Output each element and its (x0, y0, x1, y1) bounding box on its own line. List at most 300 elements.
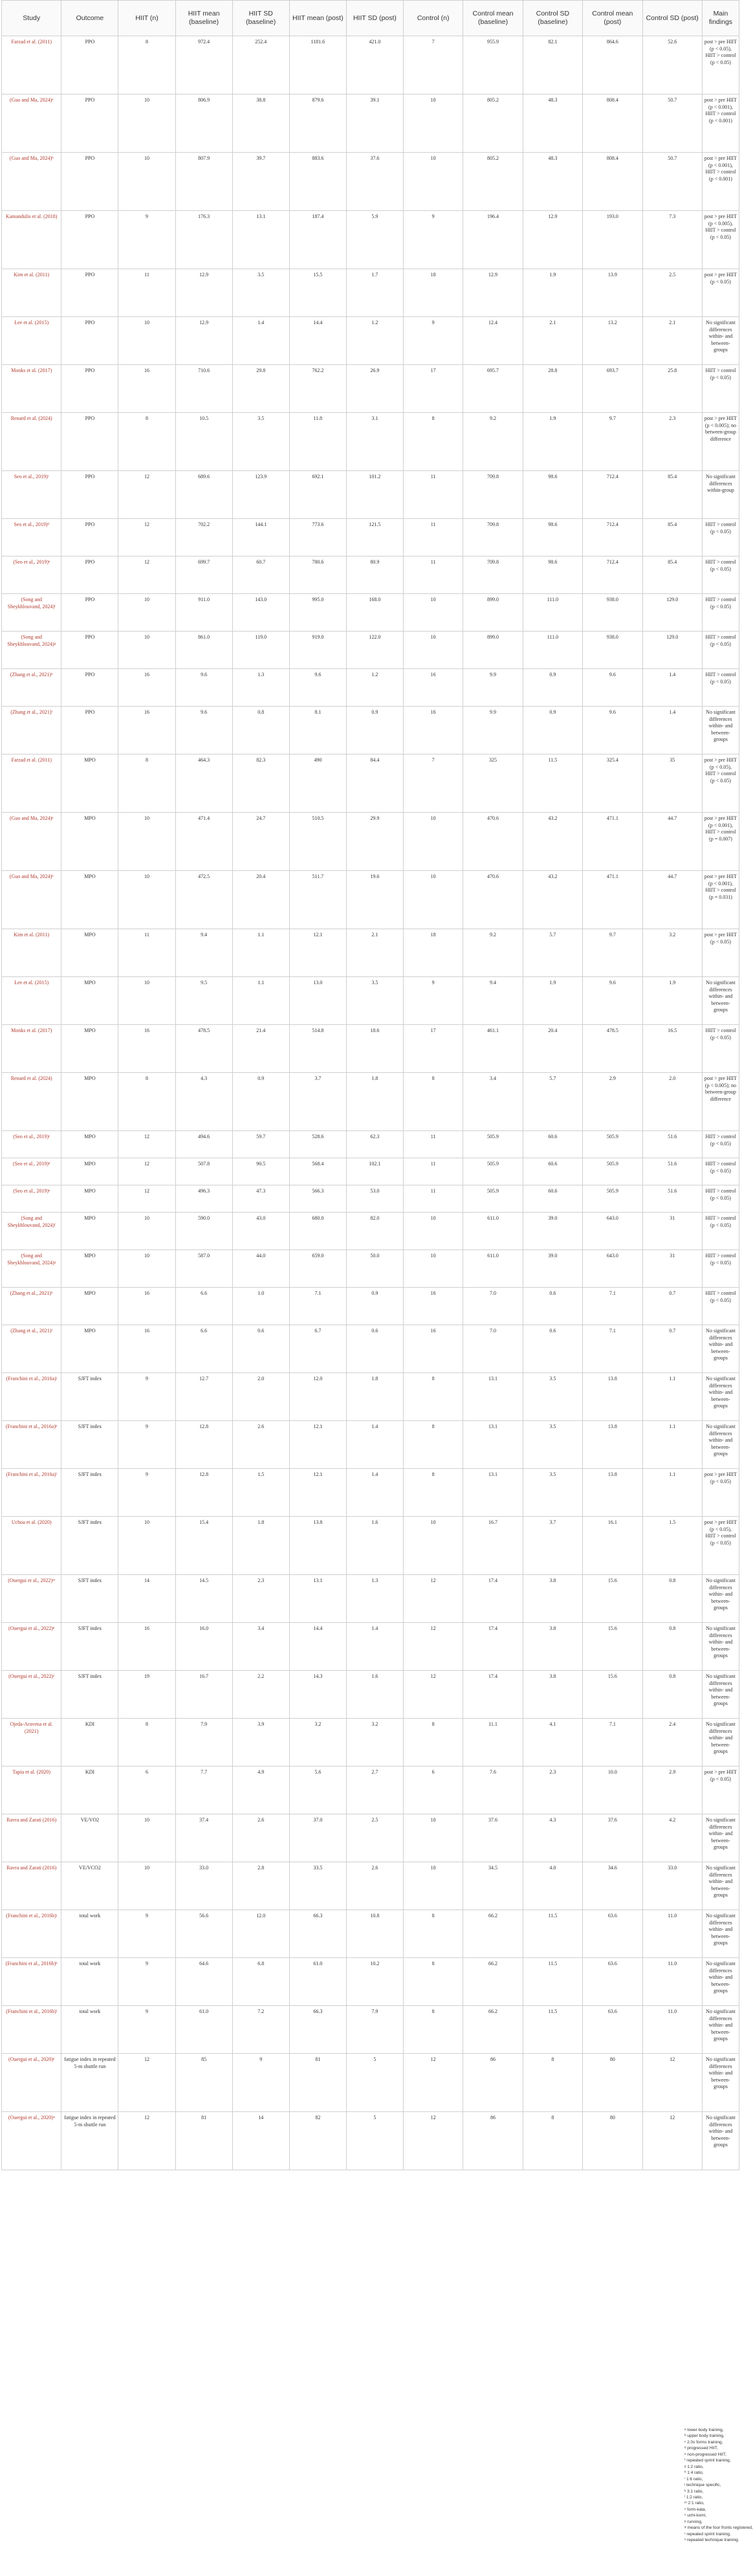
findings-cell: No significant differences within- and between-groups (702, 1623, 739, 1671)
study-cell[interactable]: (Seo et al., 2019)ᵈ (2, 1158, 61, 1185)
study-cell[interactable]: (Franchini et al., 2016b)ˡ (2, 2006, 61, 2054)
findings-cell: No significant differences within- and between-groups (702, 2006, 739, 2054)
study-cell[interactable]: Farzad et al. (2011) (2, 36, 61, 94)
findings-cell: No significant differences within- and between-groups (702, 1373, 739, 1421)
value-cell: 10 (403, 594, 463, 632)
findings-cell: HIIT > control (p < 0.05) (702, 632, 739, 669)
table-row (2, 1025, 739, 1073)
value-cell: 3.5 (523, 1469, 582, 1517)
value-cell: 0.9 (346, 707, 403, 754)
value-cell: 18.6 (346, 1025, 403, 1073)
value-cell: 10 (118, 977, 175, 1025)
value-cell: 2.3 (642, 413, 702, 471)
outcome-cell: fatigue index in repeated 5-m shuttle run (61, 2054, 118, 2112)
value-cell: 10 (403, 1517, 463, 1575)
value-cell: 51.6 (642, 1185, 702, 1213)
value-cell: 63.6 (583, 1958, 642, 2006)
study-cell[interactable]: (Zhang et al., 2021)ⁱ (2, 1325, 61, 1373)
value-cell: 16 (118, 1325, 175, 1373)
value-cell: 505.9 (583, 1158, 642, 1185)
value-cell: 505.9 (463, 1185, 523, 1213)
outcome-cell: fatigue index in repeated 5-m shuttle run (61, 2112, 118, 2170)
study-cell[interactable]: (Franchini et al., 2016b)ᵏ (2, 1958, 61, 2006)
value-cell: 9 (118, 1469, 175, 1517)
findings-cell: No significant differences within- and between-groups (702, 2112, 739, 2170)
findings-cell: post > pre HIIT (p < 0.05) (702, 929, 739, 977)
value-cell: 19 (118, 1671, 175, 1719)
value-cell: 9.9 (463, 707, 523, 754)
table-row (2, 1073, 739, 1131)
study-cell[interactable]: (Zhang et al., 2021)ʰ (2, 1288, 61, 1325)
table-row (2, 1469, 739, 1517)
value-cell: 98.6 (523, 519, 582, 556)
findings-cell: post > pre HIIT (p < 0.005); no between-group difference (702, 413, 739, 471)
value-cell: 496.3 (175, 1185, 232, 1213)
outcome-cell: PPO (61, 669, 118, 707)
value-cell: 12 (118, 1158, 175, 1185)
value-cell: 461.1 (463, 1025, 523, 1073)
table-row (2, 471, 739, 519)
value-cell: 1.8 (346, 1073, 403, 1131)
study-cell[interactable]: (Song and Sheykhlouvand, 2024)ᵍ (2, 632, 61, 669)
value-cell: 9.7 (583, 929, 642, 977)
value-cell: 7.0 (463, 1288, 523, 1325)
value-cell: 510.5 (289, 813, 346, 871)
value-cell: 9.2 (463, 929, 523, 977)
value-cell: 39.0 (523, 1213, 582, 1250)
findings-cell: post > pre HIIT (p < 0.05), HIIT > control (p < 0.05) (702, 754, 739, 813)
findings-cell: HIIT > control (p < 0.05) (702, 365, 739, 413)
value-cell: 4.0 (523, 1862, 582, 1910)
value-cell: 37.6 (463, 1814, 523, 1862)
value-cell: 808.4 (583, 94, 642, 153)
value-cell: 11.1 (463, 1719, 523, 1767)
table-row (2, 1325, 739, 1373)
outcome-cell: MPO (61, 1131, 118, 1158)
value-cell: 37.4 (175, 1814, 232, 1862)
value-cell: 611.0 (463, 1213, 523, 1250)
value-cell: 9.6 (175, 669, 232, 707)
value-cell: 3.1 (346, 413, 403, 471)
findings-cell: post > pre HIIT (p < 0.05), HIIT > control (p < 0.05) (702, 1517, 739, 1575)
value-cell: 3.9 (232, 1719, 289, 1767)
value-cell: 899.0 (463, 632, 523, 669)
table-row (2, 36, 739, 94)
study-cell[interactable]: Uchoa et al. (2020) (2, 1517, 61, 1575)
findings-cell: post > pre HIIT (p < 0.005); no between-group difference (702, 1073, 739, 1131)
value-cell: 3.4 (232, 1623, 289, 1671)
value-cell: 10 (118, 594, 175, 632)
study-cell[interactable]: Monks et al. (2017) (2, 365, 61, 413)
value-cell: 60.6 (523, 1158, 582, 1185)
value-cell: 3.2 (346, 1719, 403, 1767)
value-cell: 44.7 (642, 871, 702, 929)
value-cell: 2.9 (642, 1767, 702, 1814)
study-cell[interactable]: (Zhang et al., 2021)ʰ (2, 669, 61, 707)
value-cell: 12.4 (463, 317, 523, 365)
value-cell: 129.0 (642, 632, 702, 669)
study-cell[interactable]: (Franchini et al., 2016a)ˡ (2, 1469, 61, 1517)
study-cell[interactable]: (Zhang et al., 2021)ⁱ (2, 707, 61, 754)
study-cell[interactable]: (Franchini et al., 2016a)ᵏ (2, 1421, 61, 1469)
value-cell: 17.4 (463, 1575, 523, 1623)
value-cell: 0.9 (523, 707, 582, 754)
study-cell[interactable]: (Ouergui et al., 2022)ᵐ (2, 1575, 61, 1623)
value-cell: 643.0 (583, 1250, 642, 1288)
table-row (2, 1767, 739, 1814)
value-cell: 2.1 (642, 317, 702, 365)
study-cell[interactable]: (Song and Sheykhlouvand, 2024)ᶠ (2, 1213, 61, 1250)
outcome-cell: MPO (61, 1213, 118, 1250)
value-cell: 14 (232, 2112, 289, 2170)
value-cell: 61.0 (289, 1958, 346, 2006)
table-row (2, 1185, 739, 1213)
value-cell: 464.3 (175, 754, 232, 813)
value-cell: 1.9 (523, 269, 582, 317)
value-cell: 66.2 (463, 1910, 523, 1958)
value-cell: 37.6 (346, 153, 403, 211)
footnote: ᵏ 3:1 ratio, (684, 2489, 704, 2494)
value-cell: 2.1 (346, 929, 403, 977)
value-cell: 6.6 (175, 1288, 232, 1325)
table-row (2, 1719, 739, 1767)
study-cell[interactable]: (Guo and Ma, 2024)ᵇ (2, 871, 61, 929)
findings-cell: post > pre HIIT (p < 0.05) (702, 269, 739, 317)
outcome-cell: PPO (61, 211, 118, 269)
value-cell: 10 (403, 1814, 463, 1862)
study-cell[interactable]: (Franchini et al., 2016a)ʲ (2, 1373, 61, 1421)
outcome-cell: PPO (61, 317, 118, 365)
value-cell: 17 (403, 1025, 463, 1073)
value-cell: 33.0 (642, 1862, 702, 1910)
value-cell: 9 (118, 1958, 175, 2006)
study-cell[interactable]: Kim et al. (2011) (2, 269, 61, 317)
outcome-cell: PPO (61, 413, 118, 471)
value-cell: 1.4 (346, 1623, 403, 1671)
table-row (2, 1958, 739, 2006)
value-cell: 119.0 (232, 632, 289, 669)
value-cell: 12 (642, 2112, 702, 2170)
table-row (2, 94, 739, 153)
value-cell: 861.0 (175, 632, 232, 669)
value-cell: 780.6 (289, 556, 346, 594)
value-cell: 911.0 (175, 594, 232, 632)
value-cell: 35 (642, 754, 702, 813)
study-cell[interactable]: Renard et al. (2024) (2, 413, 61, 471)
value-cell: 11 (403, 556, 463, 594)
findings-cell: No significant differences within- and between-groups (702, 317, 739, 365)
value-cell: 13.1 (463, 1421, 523, 1469)
value-cell: 9.4 (175, 929, 232, 977)
value-cell: 25.8 (642, 365, 702, 413)
value-cell: 29.8 (232, 365, 289, 413)
value-cell: 9.6 (583, 977, 642, 1025)
value-cell: 1.8 (346, 1373, 403, 1421)
value-cell: 611.0 (463, 1250, 523, 1288)
value-cell: 471.4 (175, 813, 232, 871)
value-cell: 13.1 (463, 1373, 523, 1421)
value-cell: 3.7 (523, 1517, 582, 1575)
value-cell: 90.5 (232, 1158, 289, 1185)
value-cell: 10 (403, 1213, 463, 1250)
value-cell: 51.6 (642, 1131, 702, 1158)
outcome-cell: total work (61, 1958, 118, 2006)
value-cell: 14.4 (289, 1623, 346, 1671)
value-cell: 8 (523, 2054, 582, 2112)
value-cell: 8 (403, 1719, 463, 1767)
value-cell: 9 (403, 977, 463, 1025)
outcome-cell: MPO (61, 813, 118, 871)
study-cell[interactable]: (Ouergui et al., 2020)ᵠ (2, 2112, 61, 2170)
study-cell[interactable]: Seo et al., 2019)ᶜ (2, 471, 61, 519)
findings-cell: HIIT > control (p < 0.05) (702, 1213, 739, 1250)
value-cell: 33.5 (289, 1862, 346, 1910)
value-cell: 11.5 (523, 1958, 582, 2006)
table-row (2, 669, 739, 707)
footnote: ʰ 1:4 ratio, (684, 2471, 704, 2476)
value-cell: 16 (403, 669, 463, 707)
outcome-cell: MPO (61, 754, 118, 813)
value-cell: 66.2 (463, 1958, 523, 2006)
outcome-cell: VE/VCO2 (61, 1862, 118, 1910)
study-cell[interactable]: (Ouergui et al., 2022)ᵒ (2, 1671, 61, 1719)
value-cell: 12 (403, 2112, 463, 2170)
value-cell: 6 (403, 1767, 463, 1814)
value-cell: 82.0 (346, 1213, 403, 1250)
study-cell[interactable]: Monks et al. (2017) (2, 1025, 61, 1073)
value-cell: 471.1 (583, 871, 642, 929)
value-cell: 15.6 (583, 1671, 642, 1719)
value-cell: 37.6 (583, 1814, 642, 1862)
study-cell[interactable]: (Ouergui et al., 2020)ᵖ (2, 2054, 61, 2112)
value-cell: 86 (463, 2112, 523, 2170)
study-cell[interactable]: Ojeda-Aravena et al. (2021) (2, 1719, 61, 1767)
value-cell: 63.6 (583, 2006, 642, 2054)
column-header: Control SD (post) (642, 1, 702, 36)
outcome-cell: MPO (61, 1325, 118, 1373)
study-cell[interactable]: (Song and Sheykhlouvand, 2024)ᶠ (2, 594, 61, 632)
study-cell[interactable]: Ravra and Zarati (2016) (2, 1862, 61, 1910)
value-cell: 13.1 (463, 1469, 523, 1517)
value-cell: 10 (403, 813, 463, 871)
value-cell: 7 (403, 36, 463, 94)
findings-cell: post > pre HIIT (p < 0.05) (702, 1767, 739, 1814)
value-cell: 12.0 (232, 1910, 289, 1958)
table-row (2, 556, 739, 594)
value-cell: 9.6 (583, 707, 642, 754)
value-cell: 8 (403, 413, 463, 471)
value-cell: 7.1 (583, 1325, 642, 1373)
value-cell: 5.6 (289, 1767, 346, 1814)
value-cell: 12 (118, 1131, 175, 1158)
value-cell: 9.5 (175, 977, 232, 1025)
value-cell: 13.9 (583, 269, 642, 317)
value-cell: 938.0 (583, 594, 642, 632)
value-cell: 56.6 (175, 1910, 232, 1958)
value-cell: 5 (346, 2112, 403, 2170)
outcome-cell: PPO (61, 556, 118, 594)
value-cell: 129.0 (642, 594, 702, 632)
footnote: ᵃ lower body training, (684, 2428, 724, 2432)
value-cell: 709.8 (463, 556, 523, 594)
value-cell: 111.0 (523, 632, 582, 669)
value-cell: 1.0 (232, 1288, 289, 1325)
study-cell[interactable]: Lee et al. (2015) (2, 317, 61, 365)
value-cell: 9.9 (463, 669, 523, 707)
value-cell: 709.8 (463, 471, 523, 519)
value-cell: 1.6 (346, 1671, 403, 1719)
value-cell: 325 (463, 754, 523, 813)
footnote: ⁿ form-kata, (684, 2507, 706, 2512)
findings-cell: No significant differences within- and between-groups (702, 2054, 739, 2112)
value-cell: 4.1 (523, 1719, 582, 1767)
value-cell: 5.7 (523, 929, 582, 977)
column-header: Outcome (61, 1, 118, 36)
value-cell: 643.0 (583, 1213, 642, 1250)
value-cell: 121.5 (346, 519, 403, 556)
study-cell[interactable]: Tapia et al. (2020) (2, 1767, 61, 1814)
outcome-cell: PPO (61, 365, 118, 413)
outcome-cell: PPO (61, 594, 118, 632)
value-cell: 12 (118, 2054, 175, 2112)
value-cell: 16.0 (175, 1623, 232, 1671)
value-cell: 805.2 (463, 94, 523, 153)
value-cell: 773.6 (289, 519, 346, 556)
value-cell: 8.1 (289, 707, 346, 754)
value-cell: 12 (403, 2054, 463, 2112)
value-cell: 16.1 (583, 1517, 642, 1575)
value-cell: 16 (118, 1025, 175, 1073)
value-cell: 20.4 (232, 871, 289, 929)
value-cell: 193.0 (583, 211, 642, 269)
value-cell: 4.3 (523, 1814, 582, 1862)
table-row (2, 269, 739, 317)
study-cell[interactable]: Renard et al. (2024) (2, 1073, 61, 1131)
value-cell: 1.4 (346, 1469, 403, 1517)
footnote: ˢ repeated technique training. (684, 2538, 739, 2543)
outcome-cell: total work (61, 2006, 118, 2054)
value-cell: 864.6 (583, 36, 642, 94)
value-cell: 0.6 (346, 1325, 403, 1373)
value-cell: 11.8 (289, 413, 346, 471)
outcome-cell: PPO (61, 269, 118, 317)
value-cell: 3.4 (463, 1073, 523, 1131)
value-cell: 47.3 (232, 1185, 289, 1213)
study-cell[interactable]: (Guo and Ma, 2024)ᵃ (2, 94, 61, 153)
value-cell: 12.8 (175, 1469, 232, 1517)
outcome-cell: VE/VO2 (61, 1814, 118, 1862)
table-header-row (2, 1, 739, 36)
value-cell: 12 (642, 2054, 702, 2112)
study-cell[interactable]: (Franchini et al., 2016b)ʲ (2, 1910, 61, 1958)
study-cell[interactable]: (Seo et al., 2019)ᵉ (2, 1185, 61, 1213)
outcome-cell: SJFT index (61, 1517, 118, 1575)
value-cell: 5 (346, 2054, 403, 2112)
value-cell: 325.4 (583, 754, 642, 813)
value-cell: 9 (118, 211, 175, 269)
study-cell[interactable]: (Song and Sheykhlouvand, 2024)ᵍ (2, 1250, 61, 1288)
study-cell[interactable]: (Ouergui et al., 2022)ⁿ (2, 1623, 61, 1671)
study-cell[interactable]: (Seo et al., 2019)ᵉ (2, 556, 61, 594)
value-cell: 11.0 (642, 1910, 702, 1958)
value-cell: 10 (118, 632, 175, 669)
value-cell: 66.2 (463, 2006, 523, 2054)
value-cell: 26.9 (346, 365, 403, 413)
value-cell: 1.1 (642, 1421, 702, 1469)
value-cell: 86 (463, 2054, 523, 2112)
study-cell[interactable]: (Seo et al., 2019)ᶜ (2, 1131, 61, 1158)
study-cell[interactable]: (Guo and Ma, 2024)ᵃ (2, 813, 61, 871)
findings-cell: No significant differences within- and between-groups (702, 707, 739, 754)
value-cell: 31 (642, 1250, 702, 1288)
study-cell[interactable]: Kim et al. (2011) (2, 929, 61, 977)
value-cell: 101.2 (346, 471, 403, 519)
outcome-cell: SJFT index (61, 1575, 118, 1623)
value-cell: 53.0 (346, 1185, 403, 1213)
study-cell[interactable]: Seo et al., 2019)ᵈ (2, 519, 61, 556)
column-header: HIIT SD (baseline) (232, 1, 289, 36)
study-cell[interactable]: Lee et al. (2015) (2, 977, 61, 1025)
value-cell: 490 (289, 754, 346, 813)
value-cell: 8 (118, 413, 175, 471)
table-row (2, 1671, 739, 1719)
value-cell: 9.6 (583, 669, 642, 707)
table-row (2, 1158, 739, 1185)
value-cell: 695.7 (463, 365, 523, 413)
outcome-cell: KDI (61, 1719, 118, 1767)
value-cell: 176.3 (175, 211, 232, 269)
study-cell[interactable]: Ravra and Zarati (2016) (2, 1814, 61, 1862)
table-row (2, 754, 739, 813)
value-cell: 8 (403, 1469, 463, 1517)
value-cell: 12.9 (175, 317, 232, 365)
findings-cell: HIIT > control (p < 0.05) (702, 594, 739, 632)
value-cell: 39.0 (523, 1250, 582, 1288)
footnote: ᵠ means of the four fronts registered, (684, 2526, 753, 2531)
value-cell: 590.0 (175, 1213, 232, 1250)
value-cell: 11.5 (523, 2006, 582, 2054)
value-cell: 587.0 (175, 1250, 232, 1288)
value-cell: 806.9 (175, 94, 232, 153)
value-cell: 7.6 (463, 1767, 523, 1814)
outcome-cell: PPO (61, 153, 118, 211)
value-cell: 10 (118, 1250, 175, 1288)
value-cell: 143.0 (232, 594, 289, 632)
value-cell: 60.7 (232, 556, 289, 594)
outcome-cell: MPO (61, 1250, 118, 1288)
value-cell: 44.0 (232, 1250, 289, 1288)
value-cell: 7.9 (346, 2006, 403, 2054)
findings-cell: No significant differences within- and between-groups (702, 1575, 739, 1623)
value-cell: 9.6 (175, 707, 232, 754)
study-cell[interactable]: Kamandulis et al. (2018) (2, 211, 61, 269)
value-cell: 80 (583, 2054, 642, 2112)
study-cell[interactable]: Farzad et al. (2011) (2, 754, 61, 813)
value-cell: 9.4 (463, 977, 523, 1025)
value-cell: 2.4 (642, 1719, 702, 1767)
study-cell[interactable]: (Guo and Ma, 2024)ᵇ (2, 153, 61, 211)
value-cell: 9 (118, 1910, 175, 1958)
value-cell: 566.3 (289, 1185, 346, 1213)
column-header: Control mean (baseline) (463, 1, 523, 36)
value-cell: 2.8 (232, 1862, 289, 1910)
value-cell: 1.9 (642, 977, 702, 1025)
value-cell: 0.9 (232, 1073, 289, 1131)
value-cell: 10 (118, 1862, 175, 1910)
table-row (2, 153, 739, 211)
value-cell: 252.4 (232, 36, 289, 94)
value-cell: 34.5 (463, 1862, 523, 1910)
